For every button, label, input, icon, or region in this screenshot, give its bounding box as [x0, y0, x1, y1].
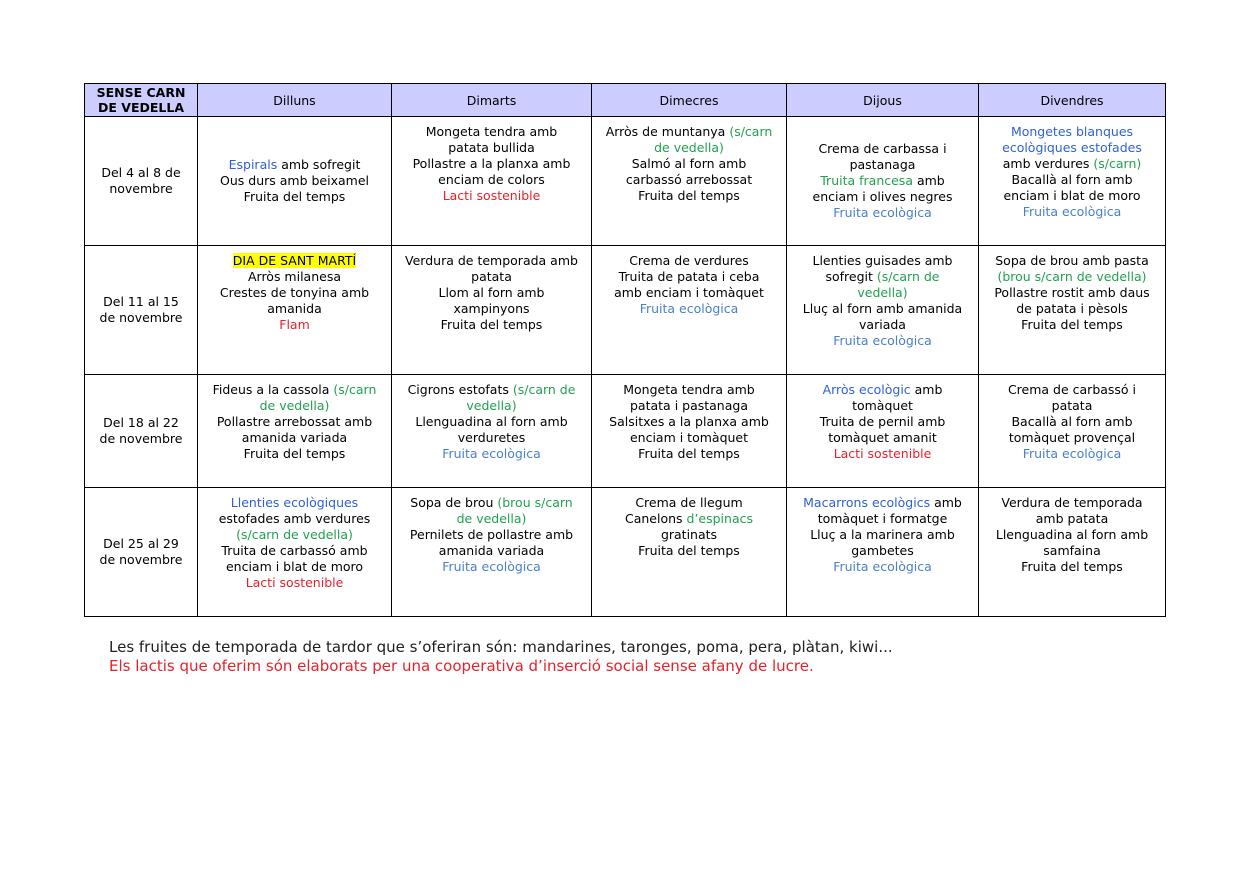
dish-line — [983, 382, 1161, 398]
dish-line — [396, 511, 587, 527]
dish-line — [791, 398, 974, 414]
dish-line — [791, 414, 974, 430]
header-row — [85, 84, 1166, 117]
menu-cell-divendres — [979, 488, 1166, 617]
dish-line — [202, 575, 387, 591]
dish-text: enciam i blat de moro — [225, 559, 364, 574]
dish-line — [791, 333, 974, 349]
dish-text: Truita de pernil amb — [819, 414, 946, 429]
dish-line — [202, 382, 387, 398]
menu-cell-dijous — [787, 375, 979, 488]
dish-text: Pernilets de pollastre amb — [409, 527, 574, 542]
dish-line — [396, 269, 587, 285]
week-row — [85, 246, 1166, 375]
dish-text: Fideus a la cassola — [212, 382, 334, 397]
dish-text: gambetes — [851, 543, 914, 558]
dish-line — [396, 414, 587, 430]
corner-header — [85, 84, 198, 117]
dish-text: Mongeta tendra amb — [425, 124, 558, 139]
dish-text: (s/carn de — [512, 382, 576, 397]
dish-line — [791, 495, 974, 511]
footer-fruits-note: Les fruites de temporada de tardor que s’oferiran són: mandarines, taronges, poma, pera, plàtan, kiwi... — [109, 638, 893, 656]
dish-line — [596, 172, 782, 188]
dish-line — [791, 253, 974, 269]
dish-line — [202, 285, 387, 301]
dish-text: Bacallà al forn amb — [1011, 414, 1133, 429]
dish-text: amb — [930, 495, 962, 510]
menu-cell-dimarts — [392, 246, 592, 375]
week-row — [85, 488, 1166, 617]
dish-text: tomàquet amanit — [828, 430, 937, 445]
dish-text: Fruita ecològica — [833, 205, 932, 220]
week-label-line: de novembre — [99, 310, 183, 325]
dish-text: Crestes de tonyina amb — [219, 285, 370, 300]
dish-text: tomàquet provençal — [1008, 430, 1136, 445]
dish-text: vedella) — [857, 285, 908, 300]
dish-line — [202, 317, 387, 333]
week-label-line: novembre — [109, 181, 173, 196]
dish-line — [983, 140, 1161, 156]
menu-cell-dimecres — [592, 488, 787, 617]
dish-line — [596, 140, 782, 156]
week-label — [85, 375, 198, 488]
dish-line — [983, 188, 1161, 204]
dish-line — [983, 414, 1161, 430]
dish-text: Fruita ecològica — [442, 559, 541, 574]
dish-line — [791, 301, 974, 317]
dish-line — [202, 189, 387, 205]
dish-text: Sopa de brou — [410, 495, 498, 510]
dish-line — [983, 301, 1161, 317]
dish-text: de vedella) — [654, 140, 724, 155]
dish-line — [596, 398, 782, 414]
dish-text: pastanaga — [849, 157, 916, 172]
menu-cell-dijous — [787, 488, 979, 617]
dish-text: vedella) — [466, 398, 517, 413]
dish-text: Llom al forn amb — [438, 285, 545, 300]
dish-line — [791, 173, 974, 189]
dish-line — [983, 559, 1161, 575]
dish-text: ecològiques estofades — [1002, 140, 1142, 155]
dish-text: enciam i olives negres — [812, 189, 953, 204]
dish-line — [983, 269, 1161, 285]
dish-text: Llenties guisades amb — [812, 253, 953, 268]
dish-text: DIA DE SANT MARTÍ — [232, 253, 357, 268]
dish-text: Arròs milanesa — [247, 269, 342, 284]
dish-line — [596, 430, 782, 446]
menu-cell-dimecres — [592, 375, 787, 488]
dish-text: Pollastre a la planxa amb — [412, 156, 571, 171]
dish-line — [396, 156, 587, 172]
dish-line — [791, 527, 974, 543]
dish-text: (s/carn — [333, 382, 377, 397]
day-header-dimecres: Dimecres — [592, 84, 787, 117]
dish-line — [791, 189, 974, 205]
dish-text: (brou s/carn de vedella) — [997, 269, 1147, 284]
dish-text: verduretes — [457, 430, 526, 445]
dish-line — [983, 253, 1161, 269]
dish-line — [596, 414, 782, 430]
dish-text: enciam i blat de moro — [1003, 188, 1141, 203]
dish-line — [596, 188, 782, 204]
menu-cell-dilluns — [198, 117, 392, 246]
dish-text: Verdura de temporada — [1001, 495, 1143, 510]
dish-text: Llenguadina al forn amb — [995, 527, 1149, 542]
dish-text: patata — [1051, 398, 1093, 413]
dish-line — [396, 140, 587, 156]
dish-text: tomàquet — [852, 398, 913, 413]
dish-text: Fruita ecològica — [639, 301, 739, 316]
dish-text: amanida variada — [241, 430, 348, 445]
dish-text: Fruita del temps — [638, 446, 740, 461]
corner-line: DE VEDELLA — [98, 100, 184, 115]
dish-text: Crema de carbassó i — [1007, 382, 1137, 397]
dish-line — [202, 269, 387, 285]
dish-text: Truita francesa — [820, 173, 913, 188]
dish-text: amb patata — [1035, 511, 1109, 526]
dish-line — [202, 173, 387, 189]
dish-line — [983, 398, 1161, 414]
day-header-dijous: Dijous — [787, 84, 979, 117]
dish-line — [791, 430, 974, 446]
week-row — [85, 375, 1166, 488]
dish-text: enciam i tomàquet — [629, 430, 749, 445]
dish-line — [396, 559, 587, 575]
dish-text: Fruita ecològica — [1022, 204, 1122, 219]
dish-line — [791, 157, 974, 173]
dish-text: amb verdures — [1002, 156, 1094, 171]
menu-cell-divendres — [979, 246, 1166, 375]
dish-text: Truita de patata i ceba — [618, 269, 760, 284]
dish-text: Ous durs amb beixamel — [220, 173, 369, 188]
menu-table — [84, 83, 1166, 617]
dish-text: Truita de carbassó amb — [221, 543, 368, 558]
dish-text: de vedella) — [259, 398, 330, 413]
dish-text: Llenties ecològiques — [230, 495, 359, 510]
dish-line — [596, 511, 782, 527]
dish-text: (s/carn de — [876, 269, 940, 284]
dish-text: amb enciam i tomàquet — [614, 285, 764, 300]
menu-cell-dimecres — [592, 117, 787, 246]
menu-cell-dilluns — [198, 375, 392, 488]
dish-line — [983, 543, 1161, 559]
dish-line — [596, 269, 782, 285]
dish-line — [596, 253, 782, 269]
dish-text: Fruita ecològica — [833, 559, 932, 574]
dish-text: gratinats — [660, 527, 718, 542]
dish-text: Canelons — [624, 511, 687, 526]
dish-line — [596, 495, 782, 511]
dish-text: Pollastre arrebossat amb — [216, 414, 373, 429]
dish-text: Lluç a la marinera amb — [810, 527, 955, 542]
dish-line — [791, 269, 974, 285]
dish-line — [791, 285, 974, 301]
dish-line — [596, 382, 782, 398]
day-header-divendres: Divendres — [979, 84, 1166, 117]
dish-line — [202, 301, 387, 317]
dish-line — [202, 446, 387, 462]
dish-line — [396, 285, 587, 301]
dish-text: Lluç al forn amb amanida — [802, 301, 963, 316]
dish-line — [202, 527, 387, 543]
dish-text: Flam — [279, 317, 310, 332]
dish-line — [396, 430, 587, 446]
menu-cell-dijous — [787, 117, 979, 246]
dish-text: sofregit — [825, 269, 877, 284]
menu-cell-dilluns — [198, 488, 392, 617]
menu-body — [85, 117, 1166, 617]
dish-text: Arròs de muntanya — [605, 124, 730, 139]
dish-line — [596, 301, 782, 317]
dish-text: amanida variada — [438, 543, 545, 558]
week-label-line: Del 11 al 15 — [103, 294, 179, 309]
dish-text: amanida — [267, 301, 322, 316]
dish-line — [983, 124, 1161, 140]
menu-cell-dimarts — [392, 488, 592, 617]
dish-text: Salmó al forn amb — [631, 156, 747, 171]
dish-text: (s/carn de vedella) — [236, 527, 353, 542]
dish-text: Verdura de temporada amb — [405, 253, 578, 268]
dish-text: Arròs ecològic — [822, 382, 911, 397]
dish-text: Crema de llegum — [635, 495, 743, 510]
dish-text: amb sofregit — [277, 157, 361, 172]
dish-text: variada — [859, 317, 906, 332]
dish-line — [791, 205, 974, 221]
day-header-dilluns: Dilluns — [198, 84, 392, 117]
dish-text: Pollastre rostit amb daus — [994, 285, 1150, 300]
menu-cell-divendres — [979, 117, 1166, 246]
dish-text: Salsitxes a la planxa amb — [609, 414, 769, 429]
dish-line — [202, 511, 387, 527]
dish-line — [791, 141, 974, 157]
dish-line — [202, 430, 387, 446]
menu-cell-dilluns — [198, 246, 392, 375]
dish-text: (s/carn — [729, 124, 773, 139]
footer-notes — [109, 638, 893, 676]
dish-line — [396, 398, 587, 414]
dish-text: estofades amb verdures — [218, 511, 371, 526]
dish-line — [983, 430, 1161, 446]
dish-text: Lacti sostenible — [833, 446, 932, 461]
dish-line — [396, 188, 587, 204]
dish-text: xampinyons — [453, 301, 530, 316]
dish-line — [596, 446, 782, 462]
dish-line — [983, 495, 1161, 511]
menu-cell-dimecres — [592, 246, 787, 375]
dish-text: (s/carn) — [1093, 156, 1142, 171]
dish-text: Fruita del temps — [1021, 559, 1123, 574]
week-label — [85, 117, 198, 246]
dish-line — [396, 317, 587, 333]
dish-text: Mongetes blanques — [1010, 124, 1134, 139]
menu-cell-dimarts — [392, 117, 592, 246]
dish-text: Fruita ecològica — [442, 446, 541, 461]
dish-text: Crema de carbassa i — [818, 141, 947, 156]
dish-text: Bacallà al forn amb — [1011, 172, 1133, 187]
dish-line — [202, 559, 387, 575]
dish-text: (brou s/carn — [497, 495, 573, 510]
dish-text: Macarrons ecològics — [803, 495, 931, 510]
dish-line — [983, 172, 1161, 188]
dish-text: samfaina — [1043, 543, 1101, 558]
dish-text: carbassó arrebossat — [625, 172, 753, 187]
dish-line — [396, 301, 587, 317]
dish-line — [791, 317, 974, 333]
dish-text: Crema de verdures — [629, 253, 749, 268]
dish-line — [202, 495, 387, 511]
dish-text: de vedella) — [456, 511, 527, 526]
dish-text: patata — [471, 269, 512, 284]
dish-line — [983, 204, 1161, 220]
dish-line — [596, 156, 782, 172]
dish-line — [596, 543, 782, 559]
week-label-line: Del 4 al 8 de — [101, 165, 181, 180]
dish-line — [396, 527, 587, 543]
dish-text: Llenguadina al forn amb — [415, 414, 568, 429]
dish-line — [396, 124, 587, 140]
week-row — [85, 117, 1166, 246]
week-label-line: de novembre — [99, 552, 183, 567]
dish-text: Fruita ecològica — [1022, 446, 1122, 461]
dish-text: Fruita del temps — [243, 189, 346, 204]
dish-line — [202, 157, 387, 173]
dish-text: Lacti sostenible — [245, 575, 344, 590]
dish-text: Fruita ecològica — [833, 333, 932, 348]
dish-line — [202, 398, 387, 414]
week-label-line: Del 25 al 29 — [103, 536, 179, 551]
dish-text: Mongeta tendra amb — [623, 382, 755, 397]
menu-cell-dijous — [787, 246, 979, 375]
footer-dairy-note: Els lactis que oferim són elaborats per una cooperativa d’inserció social sense afany de lucre. — [109, 657, 814, 675]
dish-line — [983, 527, 1161, 543]
menu-cell-divendres — [979, 375, 1166, 488]
dish-text: Fruita del temps — [638, 188, 740, 203]
day-header-dimarts: Dimarts — [392, 84, 592, 117]
week-label-line: Del 18 al 22 — [103, 415, 179, 430]
dish-line — [791, 382, 974, 398]
dish-line — [791, 446, 974, 462]
dish-text: Sopa de brou amb pasta — [995, 253, 1149, 268]
dish-text: Fruita del temps — [638, 543, 740, 558]
dish-text: patata i pastanaga — [630, 398, 748, 413]
week-label-line: de novembre — [99, 431, 183, 446]
dish-text: amb — [912, 173, 945, 188]
dish-line — [983, 285, 1161, 301]
dish-text: Fruita del temps — [1021, 317, 1123, 332]
dish-line — [983, 511, 1161, 527]
dish-line — [596, 124, 782, 140]
dish-text: amb — [910, 382, 943, 397]
dish-line — [396, 543, 587, 559]
dish-line — [396, 382, 587, 398]
dish-text: Espirals — [228, 157, 278, 172]
dish-line — [983, 156, 1161, 172]
dish-text: Cigrons estofats — [407, 382, 513, 397]
week-label — [85, 246, 198, 375]
dish-text: d’espinacs — [686, 511, 754, 526]
dish-text: tomàquet i formatge — [817, 511, 948, 526]
dish-line — [983, 446, 1161, 462]
dish-line — [202, 543, 387, 559]
corner-line: SENSE CARN — [96, 85, 186, 100]
dish-line — [983, 317, 1161, 333]
dish-line — [396, 253, 587, 269]
dish-text: de patata i pèsols — [1016, 301, 1128, 316]
dish-line — [396, 172, 587, 188]
dish-text: patata bullida — [448, 140, 535, 155]
dish-line — [791, 511, 974, 527]
dish-line — [202, 414, 387, 430]
dish-line — [396, 495, 587, 511]
dish-text: enciam de colors — [438, 172, 545, 187]
dish-line — [396, 446, 587, 462]
dish-line — [202, 253, 387, 269]
dish-line — [791, 559, 974, 575]
dish-text: Lacti sostenible — [442, 188, 541, 203]
dish-line — [596, 285, 782, 301]
menu-cell-dimarts — [392, 375, 592, 488]
dish-line — [596, 527, 782, 543]
dish-line — [791, 543, 974, 559]
dish-text: Fruita del temps — [243, 446, 346, 461]
week-label — [85, 488, 198, 617]
dish-text: Fruita del temps — [440, 317, 543, 332]
